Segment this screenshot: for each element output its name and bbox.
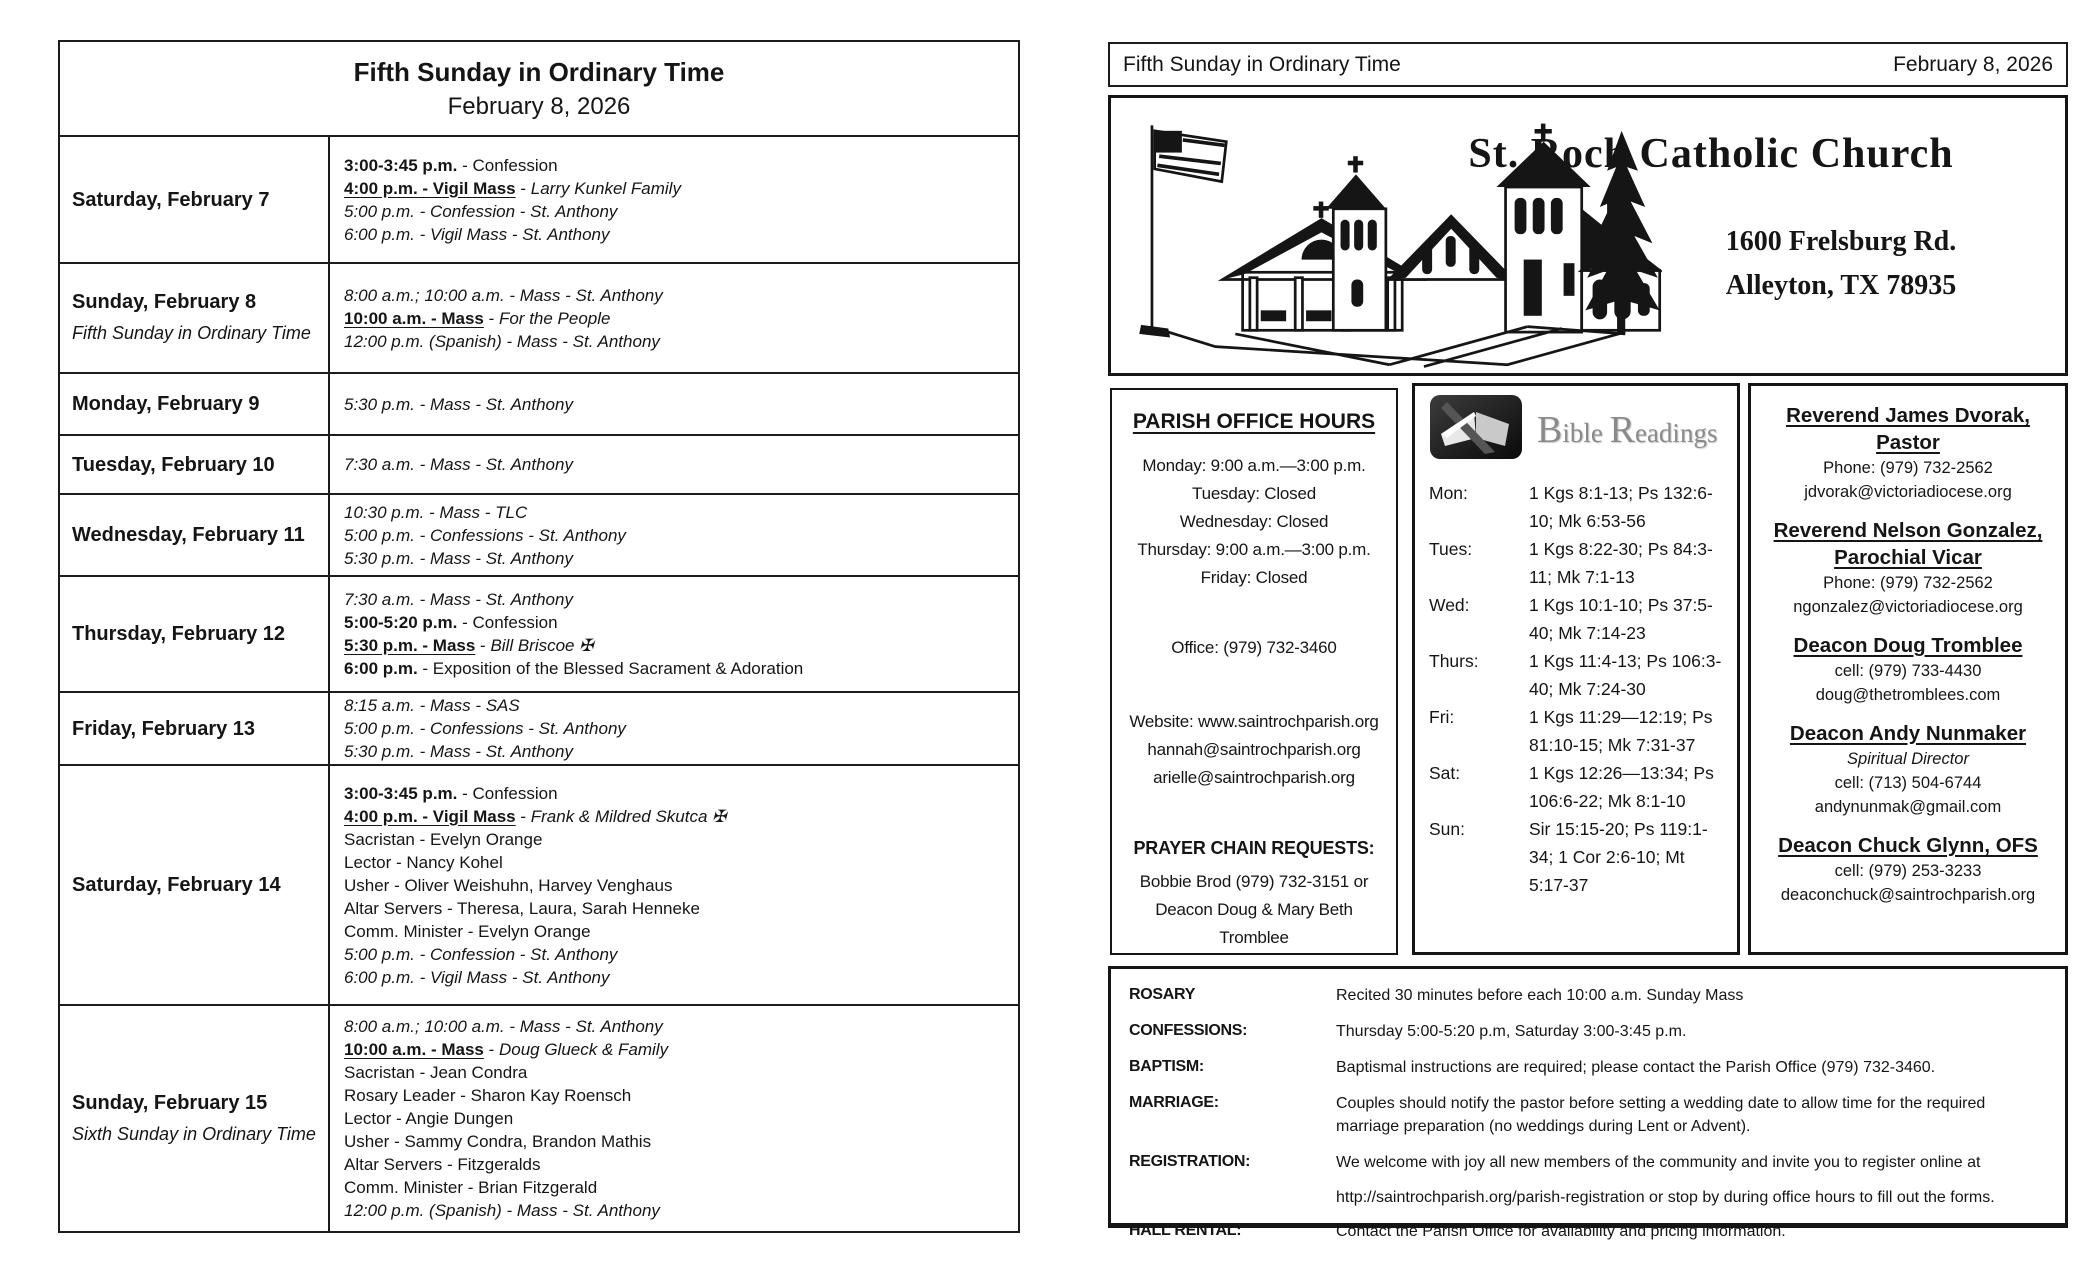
schedule-segment: -: [515, 806, 531, 826]
info-label: HALL RENTAL:: [1129, 1222, 1242, 1239]
clergy-name: Reverend James Dvorak, Pastor: [1786, 404, 2030, 454]
day-label: Sunday, February 15: [72, 1091, 268, 1114]
schedule-segment: Doug Glueck & Family: [498, 1040, 669, 1059]
schedule-segment: 5:30 p.m. - Mass: [344, 636, 476, 655]
schedule-segment: 4:00 p.m. - Vigil Mass: [344, 178, 516, 198]
day-label: Wednesday, February 11: [72, 524, 305, 546]
info-line: Thursday 5:00-5:20 p.m, Saturday 3:00-3:45 p.m.: [1336, 1023, 1687, 1040]
day-label: Saturday, February 7: [72, 188, 270, 211]
schedule-segment: Rosary Leader - Sharon Kay Roensch: [344, 1086, 632, 1105]
office-line: Friday: Closed: [1200, 568, 1308, 587]
office-line: hannah@saintrochparish.org: [1147, 740, 1361, 759]
clergy-detail: cell: (979) 733-4430: [1834, 662, 1982, 680]
schedule-line: [344, 851, 1008, 874]
office-hours-box: [1110, 388, 1398, 955]
day-label: Tuesday, February 10: [72, 453, 275, 476]
info-line: We welcome with joy all new members of the community and invite you to register online at: [1336, 1154, 1981, 1171]
table-row: [60, 577, 1018, 693]
day-cell: [60, 577, 330, 691]
bible-readings-list: [1429, 479, 1725, 899]
table-row: [60, 766, 1018, 1006]
info-line: Contact the Parish Office for availability and pricing information.: [1336, 1223, 1786, 1240]
info-label: ROSARY: [1129, 986, 1196, 1003]
reading-text: 1 Kgs 8:22-30; Ps 84:3-11; Mk 7:1-13: [1529, 539, 1713, 587]
schedule-segment: 8:00 a.m.; 10:00 a.m. - Mass - St. Anthony: [344, 1017, 663, 1036]
office-line: Deacon Doug & Mary Beth: [1155, 900, 1353, 919]
schedule-line: [344, 634, 1008, 657]
schedule-cell: [330, 766, 1018, 1004]
table-row: [60, 137, 1018, 264]
schedule-line: [344, 547, 1008, 570]
schedule-segment: 10:30 p.m. - Mass - TLC: [344, 502, 528, 522]
schedule-segment: Altar Servers - Fitzgeralds: [344, 1155, 541, 1174]
schedule-segment: For the People: [498, 308, 611, 328]
day-label: Friday, February 13: [72, 717, 256, 740]
schedule-line: [344, 393, 1008, 416]
schedule-segment: - Confession: [457, 613, 558, 632]
info-content: [1336, 1092, 2036, 1138]
reading-item: [1429, 647, 1725, 703]
schedule-line: [344, 782, 1008, 805]
schedule-segment: Comm. Minister - Brian Fitzgerald: [344, 1178, 598, 1197]
schedule-header: [60, 42, 1018, 137]
schedule-line: [344, 1130, 1008, 1153]
reading-text: 1 Kgs 8:1-13; Ps 132:6-10; Mk 6:53-56: [1529, 483, 1713, 531]
bulletin-header-title: Fifth Sunday in Ordinary Time: [1123, 52, 1401, 76]
schedule-cell: [330, 693, 1018, 764]
info-line: Recited 30 minutes before each 10:00 a.m. Sunday Mass: [1336, 987, 1744, 1004]
center-gable: [1386, 214, 1517, 281]
info-label: REGISTRATION:: [1129, 1153, 1251, 1170]
schedule-segment: 5:30 p.m. - Mass - St. Anthony: [344, 394, 573, 414]
schedule-line: [344, 177, 1008, 200]
clergy-detail: doug@thetromblees.com: [1815, 686, 2001, 704]
reading-text: 1 Kgs 11:4-13; Ps 106:3-40; Mk 7:24-30: [1529, 651, 1722, 699]
reading-day: Mon:: [1429, 483, 1468, 503]
church-address-line1: 1600 Frelsburg Rd.: [1725, 226, 1957, 257]
clergy-detail: cell: (713) 504-6744: [1834, 774, 1982, 792]
readings-title-capital: B: [1537, 408, 1563, 451]
schedule-segment: Lector - Angie Dungen: [344, 1109, 514, 1128]
reading-item: [1429, 535, 1725, 591]
day-label: Sunday, February 8: [72, 291, 257, 313]
schedule-line: [344, 694, 1008, 717]
info-row: [1129, 984, 2051, 1007]
schedule-segment: -: [483, 1040, 499, 1059]
schedule-segment: 5:00 p.m. - Confession - St. Anthony: [344, 944, 618, 964]
clergy-detail: jdvorak@victoriadiocese.org: [1804, 483, 2012, 501]
schedule-segment: 5:30 p.m. - Mass - St. Anthony: [344, 742, 573, 761]
info-content: [1336, 1056, 2036, 1079]
clergy-name: Deacon Chuck Glynn, OFS: [1778, 834, 2038, 857]
info-row: [1129, 1220, 2051, 1243]
schedule-segment: 12:00 p.m. (Spanish) - Mass - St. Anthony: [344, 1201, 660, 1220]
info-content: [1336, 1220, 2036, 1243]
table-row: [60, 495, 1018, 577]
schedule-segment: 7:30 a.m. - Mass - St. Anthony: [344, 455, 573, 474]
schedule-segment: 5:00 p.m. - Confessions - St. Anthony: [344, 719, 626, 738]
day-cell: [60, 374, 330, 434]
schedule-segment: 10:00 a.m. - Mass: [344, 308, 484, 328]
schedule-segment: Bill Briscoe ✠: [490, 636, 594, 655]
clergy-entry: [1761, 632, 2055, 707]
info-content: [1336, 984, 2036, 1007]
schedule-line: [344, 200, 1008, 223]
clergy-name: Reverend Nelson Gonzalez, Parochial Vicar: [1773, 519, 2043, 569]
schedule-segment: 6:00 p.m. - Vigil Mass - St. Anthony: [344, 224, 610, 244]
schedule-cell: [330, 577, 1018, 691]
schedule-cell: [330, 1006, 1018, 1231]
info-line: Couples should notify the pastor before setting a wedding date to allow time for the required marriage preparation (no weddings during Lent or Advent).: [1336, 1095, 1986, 1135]
schedule-line: [344, 897, 1008, 920]
day-cell: [60, 766, 330, 1004]
parish-info-rows: [1129, 984, 2051, 1243]
schedule-line: [344, 1107, 1008, 1130]
schedule-line: [344, 805, 1008, 828]
schedule-line: [344, 154, 1008, 177]
table-row: [60, 264, 1018, 374]
bell-tower: [1326, 156, 1386, 330]
schedule-line: [344, 307, 1008, 330]
schedule-segment: 5:00 p.m. - Confession - St. Anthony: [344, 201, 618, 221]
day-cell: [60, 137, 330, 262]
bible-photo: [1429, 394, 1523, 465]
schedule-segment: 6:00 p.m. - Vigil Mass - St. Anthony: [344, 967, 610, 987]
reading-day: Wed:: [1429, 595, 1470, 615]
clergy-detail: Phone: (979) 732-2562: [1823, 574, 1993, 592]
schedule-line: [344, 874, 1008, 897]
table-row: [60, 693, 1018, 766]
schedule-segment: Altar Servers - Theresa, Laura, Sarah Henneke: [344, 898, 700, 918]
office-line: Wednesday: Closed: [1179, 512, 1329, 531]
info-content: [1336, 1020, 2036, 1043]
office-hours-title: PARISH OFFICE HOURS: [1132, 410, 1376, 433]
office-line: Thursday: 9:00 a.m.—3:00 p.m.: [1137, 540, 1371, 559]
schedule-line: [344, 453, 1008, 476]
reading-day: Sun:: [1429, 819, 1465, 839]
clergy-name: Deacon Andy Nunmaker: [1789, 722, 2027, 745]
schedule-segment: 6:00 p.m.: [344, 659, 418, 678]
reading-text: 1 Kgs 10:1-10; Ps 37:5-40; Mk 7:14-23: [1529, 595, 1713, 643]
schedule-line: [344, 943, 1008, 966]
reading-day: Fri:: [1429, 707, 1455, 727]
schedule-cell: [330, 495, 1018, 575]
readings-title-capital: R: [1609, 408, 1635, 451]
table-row: [60, 1006, 1018, 1231]
day-cell: [60, 495, 330, 575]
schedule-line: [344, 920, 1008, 943]
schedule-line: [344, 1084, 1008, 1107]
reading-text: 1 Kgs 12:26—13:34; Ps 106:6-22; Mk 8:1-10: [1529, 763, 1714, 811]
table-row: [60, 436, 1018, 495]
schedule-line: [344, 501, 1008, 524]
info-row: [1129, 1020, 2051, 1043]
schedule-cell: [330, 264, 1018, 372]
info-row: [1129, 1056, 2051, 1079]
schedule-segment: - Confession: [457, 783, 558, 803]
schedule-table: [58, 40, 1020, 1233]
office-line: Bobbie Brod (979) 732-3151 or: [1139, 872, 1369, 891]
schedule-segment: Sacristan - Jean Condra: [344, 1063, 528, 1082]
schedule-line: [344, 966, 1008, 989]
schedule-segment: Lector - Nancy Kohel: [344, 852, 503, 872]
schedule-line: [344, 657, 1008, 680]
schedule-segment: Comm. Minister - Evelyn Orange: [344, 921, 591, 941]
day-label: Monday, February 9: [72, 393, 260, 415]
schedule-segment: 5:00-5:20 p.m.: [344, 613, 458, 632]
info-label: CONFESSIONS:: [1129, 1022, 1248, 1039]
schedule-segment: - Confession: [457, 155, 558, 175]
reading-day: Thurs:: [1429, 651, 1479, 671]
us-flag-icon: [1139, 125, 1226, 337]
bulletin-header-bar: [1108, 42, 2068, 87]
office-hours-body: [1120, 452, 1388, 952]
schedule-line: [344, 284, 1008, 307]
table-row: [60, 374, 1018, 436]
clergy-detail: Spiritual Director: [1847, 750, 1969, 768]
reading-item: [1429, 759, 1725, 815]
schedule-segment: Sacristan - Evelyn Orange: [344, 829, 543, 849]
schedule-line: [344, 611, 1008, 634]
day-cell: [60, 436, 330, 493]
info-row: [1129, 1092, 2051, 1138]
parish-info-box: [1108, 966, 2068, 1240]
schedule-segment: -: [483, 308, 499, 328]
reading-item: [1429, 815, 1725, 899]
schedule-segment: 3:00-3:45 p.m.: [344, 155, 458, 175]
bible-readings-box: [1412, 383, 1740, 955]
reading-item: [1429, 703, 1725, 759]
office-line: PRAYER CHAIN REQUESTS:: [1133, 838, 1375, 858]
schedule-cell: [330, 137, 1018, 262]
clergy-detail: andynunmak@gmail.com: [1814, 798, 2002, 816]
clergy-detail: ngonzalez@victoriadiocese.org: [1793, 598, 2023, 616]
reading-day: Tues:: [1429, 539, 1473, 559]
office-line: arielle@saintrochparish.org: [1153, 768, 1355, 787]
clergy-detail: deaconchuck@saintrochparish.org: [1780, 886, 2036, 904]
clergy-entry: [1761, 720, 2055, 819]
schedule-cell: [330, 436, 1018, 493]
reading-text: Sir 15:15-20; Ps 119:1-34; 1 Cor 2:6-10; Mt 5:17-37: [1529, 819, 1708, 895]
day-subtitle: Fifth Sunday in Ordinary Time: [72, 323, 311, 343]
schedule-line: [344, 1153, 1008, 1176]
schedule-segment: -: [515, 178, 531, 198]
clergy-name: Deacon Doug Tromblee: [1793, 634, 2023, 657]
bible-readings-header: [1429, 394, 1725, 465]
schedule-segment: 8:15 a.m. - Mass - SAS: [344, 696, 520, 715]
schedule-rows: [60, 137, 1018, 1231]
schedule-line: [344, 1015, 1008, 1038]
clergy-entry: [1761, 402, 2055, 504]
office-line: Office: (979) 732-3460: [1171, 638, 1337, 657]
page-date: February 8, 2026: [447, 92, 631, 120]
church-masthead: [1108, 95, 2068, 376]
schedule-line: [344, 1061, 1008, 1084]
schedule-segment: 3:00-3:45 p.m.: [344, 783, 458, 803]
schedule-line: [344, 588, 1008, 611]
schedule-line: [344, 1199, 1008, 1222]
clergy-entry: [1761, 832, 2055, 907]
schedule-segment: 4:00 p.m. - Vigil Mass: [344, 806, 516, 826]
schedule-segment: - Exposition of the Blessed Sacrament & Adoration: [417, 659, 804, 678]
schedule-line: [344, 1176, 1008, 1199]
reading-item: [1429, 591, 1725, 647]
schedule-segment: 12:00 p.m. (Spanish) - Mass - St. Anthony: [344, 331, 660, 351]
schedule-line: [344, 524, 1008, 547]
info-line: http://saintrochparish.org/parish-registration or stop by during office hours to fill out the forms.: [1336, 1189, 1995, 1206]
office-line: Tuesday: Closed: [1192, 484, 1316, 503]
bible-readings-title: Bible Readings: [1537, 408, 1718, 451]
reading-day: Sat:: [1429, 763, 1461, 783]
day-cell: [60, 1006, 330, 1231]
schedule-line: [344, 1038, 1008, 1061]
church-name: St. Roch Catholic Church: [1468, 131, 1954, 177]
office-line: Monday: 9:00 a.m.—3:00 p.m.: [1142, 456, 1366, 475]
bulletin-header-date: February 8, 2026: [1893, 52, 2053, 76]
schedule-line: [344, 330, 1008, 353]
info-content: [1336, 1151, 2036, 1209]
clergy-detail: Phone: (979) 732-2562: [1823, 459, 1993, 477]
schedule-segment: Larry Kunkel Family: [530, 178, 681, 198]
schedule-segment: Usher - Oliver Weishuhn, Harvey Venghaus: [344, 875, 673, 895]
office-group: [1120, 452, 1388, 592]
info-label: BAPTISM:: [1129, 1058, 1204, 1075]
schedule-line: [344, 740, 1008, 763]
office-group: [1120, 834, 1388, 952]
day-cell: [60, 264, 330, 372]
day-label: Saturday, February 14: [72, 874, 281, 896]
office-line: Website: www.saintrochparish.org: [1129, 712, 1379, 731]
schedule-segment: 5:00 p.m. - Confessions - St. Anthony: [344, 525, 626, 545]
church-porch: [1223, 202, 1422, 331]
schedule-segment: Usher - Sammy Condra, Brandon Mathis: [344, 1132, 652, 1151]
page-title: Fifth Sunday in Ordinary Time: [353, 56, 725, 87]
clergy-entry: [1761, 517, 2055, 619]
schedule-segment: 7:30 a.m. - Mass - St. Anthony: [344, 590, 573, 609]
schedule-segment: 8:00 a.m.; 10:00 a.m. - Mass - St. Anthony: [344, 285, 663, 305]
day-subtitle: Sixth Sunday in Ordinary Time: [72, 1123, 316, 1144]
info-row: [1129, 1151, 2051, 1209]
office-group: [1120, 708, 1388, 792]
reading-item: [1429, 479, 1725, 535]
day-label: Thursday, February 12: [72, 623, 286, 645]
church-address-line2: Alleyton, TX 78935: [1725, 270, 1957, 301]
schedule-cell: [330, 374, 1018, 434]
schedule-segment: 5:30 p.m. - Mass - St. Anthony: [344, 548, 573, 568]
schedule-segment: -: [475, 636, 491, 655]
office-line: Tromblee: [1219, 928, 1289, 947]
schedule-segment: Frank & Mildred Skutca ✠: [530, 806, 727, 826]
reading-text: 1 Kgs 11:29—12:19; Ps 81:10-15; Mk 7:31-37: [1529, 707, 1713, 755]
schedule-line: [344, 223, 1008, 246]
schedule-segment: 10:00 a.m. - Mass: [344, 1040, 484, 1059]
info-label: MARRIAGE:: [1129, 1094, 1219, 1111]
schedule-line: [344, 828, 1008, 851]
schedule-line: [344, 717, 1008, 740]
clergy-box: [1748, 383, 2068, 955]
clergy-detail: cell: (979) 253-3233: [1834, 862, 1982, 880]
day-cell: [60, 693, 330, 764]
info-line: Baptismal instructions are required; please contact the Parish Office (979) 732-3460.: [1336, 1059, 1936, 1076]
office-group: [1120, 634, 1388, 662]
clergy-list: [1761, 402, 2055, 907]
